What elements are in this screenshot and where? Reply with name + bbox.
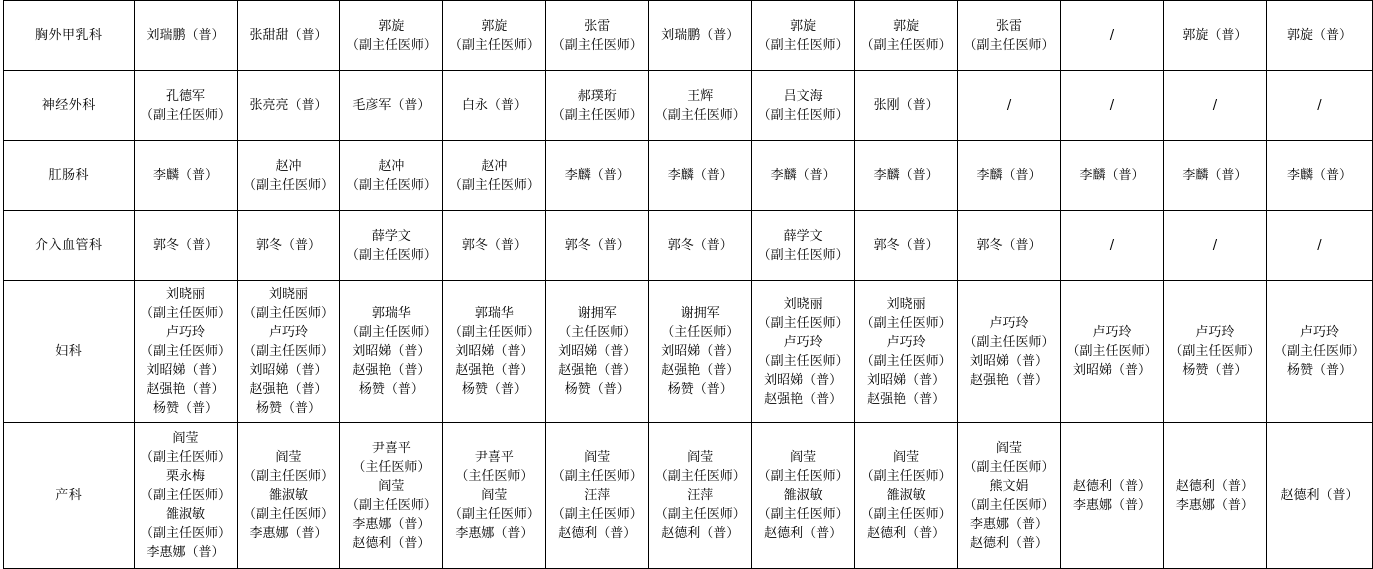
doctor-line: 杨赞（普） — [358, 382, 424, 397]
doctor-line: 李惠娜（普） — [970, 516, 1049, 532]
schedule-cell — [340, 211, 443, 281]
doctor-line: （副主任医师） — [757, 507, 849, 522]
doctor-line: 雒淑敏 — [783, 488, 823, 503]
doctor-line: / — [1212, 98, 1218, 113]
doctor-line: 赵强艳（普） — [970, 372, 1049, 388]
doctor-line: 刘昭娣（普） — [249, 363, 328, 378]
doctor-line: 李麟（普） — [1079, 168, 1145, 183]
schedule-cell — [340, 71, 443, 141]
doctor-line: 李惠娜（普） — [1072, 497, 1151, 513]
department-cell: 肛肠科 — [4, 141, 135, 211]
doctor-line: （副主任医师） — [860, 469, 952, 484]
table-row — [4, 281, 1373, 423]
doctor-line: 刘晓丽 — [783, 296, 823, 312]
doctor-line: 雒淑敏 — [268, 488, 308, 503]
doctor-line: （副主任医师） — [551, 37, 643, 53]
doctor-line: 李麟（普） — [873, 168, 939, 183]
doctor-line: （副主任医师） — [448, 507, 540, 522]
doctor-line: 郭旋（普） — [1286, 28, 1352, 43]
schedule-cell — [752, 1, 855, 71]
doctor-line: 李惠娜（普） — [352, 516, 431, 532]
schedule-cell — [752, 423, 855, 569]
doctor-line: （副主任医师） — [448, 177, 540, 193]
doctor-line: / — [1109, 28, 1115, 43]
doctor-line: （副主任医师） — [757, 37, 849, 53]
doctor-line: （副主任医师） — [140, 107, 232, 123]
doctor-line: 薛学文 — [371, 228, 411, 244]
doctor-line: 郭旋 — [790, 18, 817, 34]
doctor-line: （副主任医师） — [551, 469, 643, 484]
schedule-cell — [649, 423, 752, 569]
schedule-cell — [340, 141, 443, 211]
doctor-line: （副主任医师） — [345, 325, 437, 340]
doctor-line: / — [1317, 98, 1322, 113]
doctor-line: 阎莹 — [172, 431, 199, 446]
doctor-line: 刘瑞鹏（普） — [146, 28, 225, 43]
doctor-line: 杨赞（普） — [564, 382, 630, 397]
doctor-line: 张刚（普） — [873, 98, 939, 113]
doctor-line: 卢巧玲 — [1195, 325, 1235, 340]
doctor-line: （副主任医师） — [242, 507, 334, 522]
doctor-line: （副主任医师） — [551, 107, 643, 123]
doctor-line: 郭冬（普） — [667, 238, 733, 253]
doctor-line: 刘昭娣（普） — [661, 344, 740, 359]
schedule-cell — [546, 71, 649, 141]
doctor-line: 杨赞（普） — [1286, 363, 1352, 378]
schedule-cell — [134, 281, 237, 423]
doctor-line: （副主任医师） — [860, 37, 952, 53]
doctor-line: 赵强艳（普） — [146, 382, 225, 397]
doctor-line: 刘昭娣（普） — [455, 344, 534, 359]
doctor-line: （副主任医师） — [860, 353, 952, 369]
doctor-line: （主任医师） — [455, 469, 534, 484]
doctor-line: 杨赞（普） — [1182, 363, 1248, 378]
schedule-cell — [855, 1, 958, 71]
doctor-line: 卢巧玲 — [886, 334, 926, 350]
schedule-cell — [1266, 423, 1372, 569]
schedule-cell — [546, 1, 649, 71]
schedule-cell — [546, 141, 649, 211]
doctor-line: 刘晓丽 — [268, 287, 308, 302]
schedule-cell — [237, 141, 340, 211]
schedule-cell — [1266, 71, 1372, 141]
doctor-line: 卢巧玲 — [989, 315, 1029, 331]
schedule-cell — [237, 1, 340, 71]
schedule-cell — [1163, 1, 1266, 71]
schedule-cell — [1061, 211, 1164, 281]
doctor-line: （副主任医师） — [654, 507, 746, 522]
doctor-line: 赵冲 — [378, 158, 405, 174]
doctor-line: （副主任医师） — [242, 306, 334, 321]
schedule-cell — [1061, 1, 1164, 71]
doctor-line: 李麟（普） — [1286, 168, 1352, 183]
schedule-cell — [958, 141, 1061, 211]
doctor-line: 赵强艳（普） — [558, 363, 637, 378]
schedule-cell — [958, 423, 1061, 569]
doctor-line: 赵德利（普） — [970, 535, 1049, 551]
doctor-line: 赵德利（普） — [558, 526, 637, 541]
schedule-cell — [649, 71, 752, 141]
doctor-line: 刘昭娣（普） — [146, 363, 225, 378]
doctor-line: （副主任医师） — [345, 497, 437, 513]
doctor-line: 赵冲 — [481, 158, 508, 174]
table-row — [4, 211, 1373, 281]
table-row — [4, 423, 1373, 569]
doctor-line: 李惠娜（普） — [1175, 497, 1254, 513]
doctor-line: 郭旋 — [893, 18, 920, 34]
doctor-line: 刘瑞鹏（普） — [661, 28, 740, 43]
doctor-line: / — [1317, 238, 1322, 253]
doctor-line: 尹喜平 — [371, 440, 411, 456]
schedule-cell — [1266, 281, 1372, 423]
doctor-line: （副主任医师） — [1273, 344, 1365, 359]
doctor-line: 郭旋（普） — [1182, 28, 1248, 43]
department-cell: 妇科 — [4, 281, 135, 423]
schedule-cell — [1163, 211, 1266, 281]
department-cell: 产科 — [4, 423, 135, 569]
schedule-cell — [134, 211, 237, 281]
schedule-cell — [1163, 423, 1266, 569]
schedule-cell — [237, 423, 340, 569]
doctor-line: （副主任医师） — [140, 306, 232, 321]
doctor-line: 雒淑敏 — [166, 507, 206, 522]
schedule-cell — [443, 141, 546, 211]
doctor-line: 孔德军 — [166, 88, 206, 104]
doctor-line: / — [1006, 98, 1012, 113]
doctor-line: 赵强艳（普） — [455, 363, 534, 378]
doctor-line: （副主任医师） — [963, 37, 1055, 53]
doctor-line: 杨赞（普） — [461, 382, 527, 397]
doctor-line: 卢巧玲 — [166, 325, 206, 340]
doctor-line: （副主任医师） — [963, 334, 1055, 350]
doctor-line: 郭旋 — [481, 18, 508, 34]
doctor-line: 刘晓丽 — [166, 287, 206, 302]
doctor-line: 刘昭娣（普） — [970, 353, 1049, 369]
schedule-cell — [134, 1, 237, 71]
doctor-line: （副主任医师） — [242, 469, 334, 484]
schedule-cell — [340, 1, 443, 71]
doctor-line: 王辉 — [687, 88, 714, 104]
schedule-cell — [237, 71, 340, 141]
doctor-line: （副主任医师） — [1066, 344, 1158, 359]
doctor-line: / — [1109, 238, 1115, 253]
doctor-line: 栗永梅 — [166, 469, 206, 484]
doctor-line: 张雷 — [584, 18, 611, 34]
doctor-line: 刘晓丽 — [886, 296, 926, 312]
doctor-line: 李麟（普） — [770, 168, 836, 183]
schedule-cell — [855, 71, 958, 141]
schedule-cell — [649, 141, 752, 211]
doctor-line: 赵强艳（普） — [249, 382, 328, 397]
doctor-line: （副主任医师） — [654, 469, 746, 484]
doctor-line: （副主任医师） — [242, 344, 334, 359]
doctor-line: （副主任医师） — [345, 37, 437, 53]
doctor-line: 毛彦军（普） — [352, 98, 431, 113]
schedule-cell — [443, 211, 546, 281]
doctor-line: 郭冬（普） — [564, 238, 630, 253]
schedule-cell — [752, 71, 855, 141]
doctor-line: 赵德利（普） — [764, 526, 843, 541]
doctor-line: 张雷 — [996, 18, 1023, 34]
doctor-line: 尹喜平 — [474, 450, 514, 465]
doctor-line: 阎莹 — [275, 450, 302, 465]
duty-schedule-table — [3, 0, 1373, 569]
doctor-line: 汪萍 — [687, 488, 714, 503]
doctor-line: （主任医师） — [661, 325, 740, 340]
schedule-cell — [1163, 71, 1266, 141]
doctor-line: 阎莹 — [687, 450, 714, 465]
doctor-line: 赵冲 — [275, 158, 302, 174]
schedule-cell — [443, 71, 546, 141]
doctor-line: （副主任医师） — [963, 459, 1055, 475]
doctor-line: 刘昭娣（普） — [867, 372, 946, 388]
schedule-cell — [958, 281, 1061, 423]
schedule-cell — [855, 423, 958, 569]
doctor-line: 张甜甜（普） — [249, 28, 328, 43]
doctor-line: （副主任医师） — [963, 497, 1055, 513]
doctor-line: / — [1109, 98, 1115, 113]
schedule-cell — [958, 211, 1061, 281]
schedule-cell — [958, 71, 1061, 141]
doctor-line: （副主任医师） — [345, 247, 437, 263]
doctor-line: （副主任医师） — [860, 507, 952, 522]
doctor-line: 郭瑞华 — [371, 306, 411, 321]
doctor-line: 阎莹 — [584, 450, 611, 465]
schedule-cell — [546, 211, 649, 281]
doctor-line: 卢巧玲 — [1092, 325, 1132, 340]
table-row — [4, 1, 1373, 71]
doctor-line: （副主任医师） — [757, 247, 849, 263]
doctor-line: 杨赞（普） — [153, 401, 219, 416]
schedule-cell — [649, 281, 752, 423]
doctor-line: 郭瑞华 — [474, 306, 514, 321]
schedule-cell — [855, 211, 958, 281]
schedule-cell — [340, 423, 443, 569]
schedule-cell — [649, 211, 752, 281]
schedule-cell — [1061, 423, 1164, 569]
doctor-line: 赵强艳（普） — [352, 363, 431, 378]
schedule-cell — [649, 1, 752, 71]
schedule-cell — [443, 423, 546, 569]
doctor-line: 张亮亮（普） — [249, 98, 328, 113]
doctor-line: 赵德利（普） — [1072, 478, 1151, 494]
doctor-line: 杨赞（普） — [255, 401, 321, 416]
doctor-line: 雒淑敏 — [886, 488, 926, 503]
doctor-line: （副主任医师） — [140, 450, 232, 465]
schedule-cell — [443, 1, 546, 71]
schedule-cell — [752, 141, 855, 211]
doctor-line: （副主任医师） — [551, 507, 643, 522]
doctor-line: 郭冬（普） — [153, 238, 219, 253]
doctor-line: （副主任医师） — [448, 37, 540, 53]
doctor-line: （副主任医师） — [242, 177, 334, 193]
doctor-line: 阎莹 — [790, 450, 817, 465]
doctor-line: 赵强艳（普） — [764, 391, 843, 407]
doctor-line: （副主任医师） — [140, 526, 232, 541]
schedule-cell — [134, 71, 237, 141]
doctor-line: 薛学文 — [783, 228, 823, 244]
doctor-line: 刘昭娣（普） — [558, 344, 637, 359]
doctor-line: 阎莹 — [893, 450, 920, 465]
department-cell: 神经外科 — [4, 71, 135, 141]
schedule-cell — [1163, 281, 1266, 423]
schedule-cell — [1266, 211, 1372, 281]
doctor-line: 赵德利（普） — [1280, 488, 1359, 503]
doctor-line: 吕文海 — [783, 88, 823, 104]
schedule-cell — [1266, 141, 1372, 211]
doctor-line: 郭冬（普） — [461, 238, 527, 253]
doctor-line: （主任医师） — [352, 459, 431, 475]
doctor-line: 阎莹 — [378, 478, 405, 494]
schedule-cell — [1266, 1, 1372, 71]
doctor-line: （副主任医师） — [757, 353, 849, 369]
schedule-cell — [237, 211, 340, 281]
doctor-line: 李麟（普） — [1182, 168, 1248, 183]
doctor-line: （副主任医师） — [448, 325, 540, 340]
doctor-line: 阎莹 — [481, 488, 508, 503]
schedule-cell — [237, 281, 340, 423]
doctor-line: 李麟（普） — [976, 168, 1042, 183]
doctor-line: 汪萍 — [584, 488, 611, 503]
doctor-line: （副主任医师） — [860, 315, 952, 331]
schedule-cell — [340, 281, 443, 423]
schedule-cell — [546, 423, 649, 569]
doctor-line: 李惠娜（普） — [249, 526, 328, 541]
doctor-line: 刘昭娣（普） — [1072, 363, 1151, 378]
doctor-line: 李麟（普） — [153, 168, 219, 183]
doctor-line: / — [1212, 238, 1218, 253]
doctor-line: 白永（普） — [461, 98, 527, 113]
doctor-line: （副主任医师） — [757, 107, 849, 123]
doctor-line: 杨赞（普） — [667, 382, 733, 397]
schedule-cell — [1163, 141, 1266, 211]
doctor-line: 赵德利（普） — [661, 526, 740, 541]
doctor-line: （主任医师） — [558, 325, 637, 340]
schedule-cell — [546, 281, 649, 423]
doctor-line: 阎莹 — [996, 440, 1023, 456]
doctor-line: 郝璞珩 — [577, 88, 617, 104]
doctor-line: （副主任医师） — [757, 315, 849, 331]
department-cell: 介入血管科 — [4, 211, 135, 281]
doctor-line: 郭冬（普） — [255, 238, 321, 253]
doctor-line: 赵德利（普） — [867, 526, 946, 541]
doctor-line: 刘昭娣（普） — [764, 372, 843, 388]
doctor-line: 卢巧玲 — [1299, 325, 1339, 340]
doctor-line: 赵德利（普） — [352, 535, 431, 551]
doctor-line: 李惠娜（普） — [146, 545, 225, 560]
doctor-line: （副主任医师） — [140, 488, 232, 503]
doctor-line: 郭冬（普） — [873, 238, 939, 253]
doctor-line: 李惠娜（普） — [455, 526, 534, 541]
doctor-line: （副主任医师） — [1169, 344, 1261, 359]
schedule-cell — [752, 281, 855, 423]
doctor-line: 赵德利（普） — [1175, 478, 1254, 494]
doctor-line: （副主任医师） — [757, 469, 849, 484]
doctor-line: 郭冬（普） — [976, 238, 1042, 253]
schedule-cell — [752, 211, 855, 281]
table-row — [4, 71, 1373, 141]
schedule-cell — [1061, 281, 1164, 423]
doctor-line: 谢拥军 — [680, 306, 720, 321]
schedule-cell — [443, 281, 546, 423]
doctor-line: 谢拥军 — [577, 306, 617, 321]
schedule-cell — [134, 423, 237, 569]
doctor-line: 李麟（普） — [564, 168, 630, 183]
doctor-line: （副主任医师） — [345, 177, 437, 193]
schedule-cell — [855, 281, 958, 423]
doctor-line: （副主任医师） — [654, 107, 746, 123]
schedule-cell — [958, 1, 1061, 71]
schedule-cell — [1061, 71, 1164, 141]
doctor-line: 李麟（普） — [667, 168, 733, 183]
table-row — [4, 141, 1373, 211]
schedule-cell — [1061, 141, 1164, 211]
schedule-cell — [855, 141, 958, 211]
department-cell: 胸外甲乳科 — [4, 1, 135, 71]
doctor-line: 赵强艳（普） — [867, 391, 946, 407]
doctor-line: 熊文娟 — [989, 478, 1029, 494]
doctor-line: （副主任医师） — [140, 344, 232, 359]
doctor-line: 刘昭娣（普） — [352, 344, 431, 359]
schedule-cell — [134, 141, 237, 211]
doctor-line: 郭旋 — [378, 18, 405, 34]
doctor-line: 赵强艳（普） — [661, 363, 740, 378]
doctor-line: 卢巧玲 — [268, 325, 308, 340]
doctor-line: 卢巧玲 — [783, 334, 823, 350]
